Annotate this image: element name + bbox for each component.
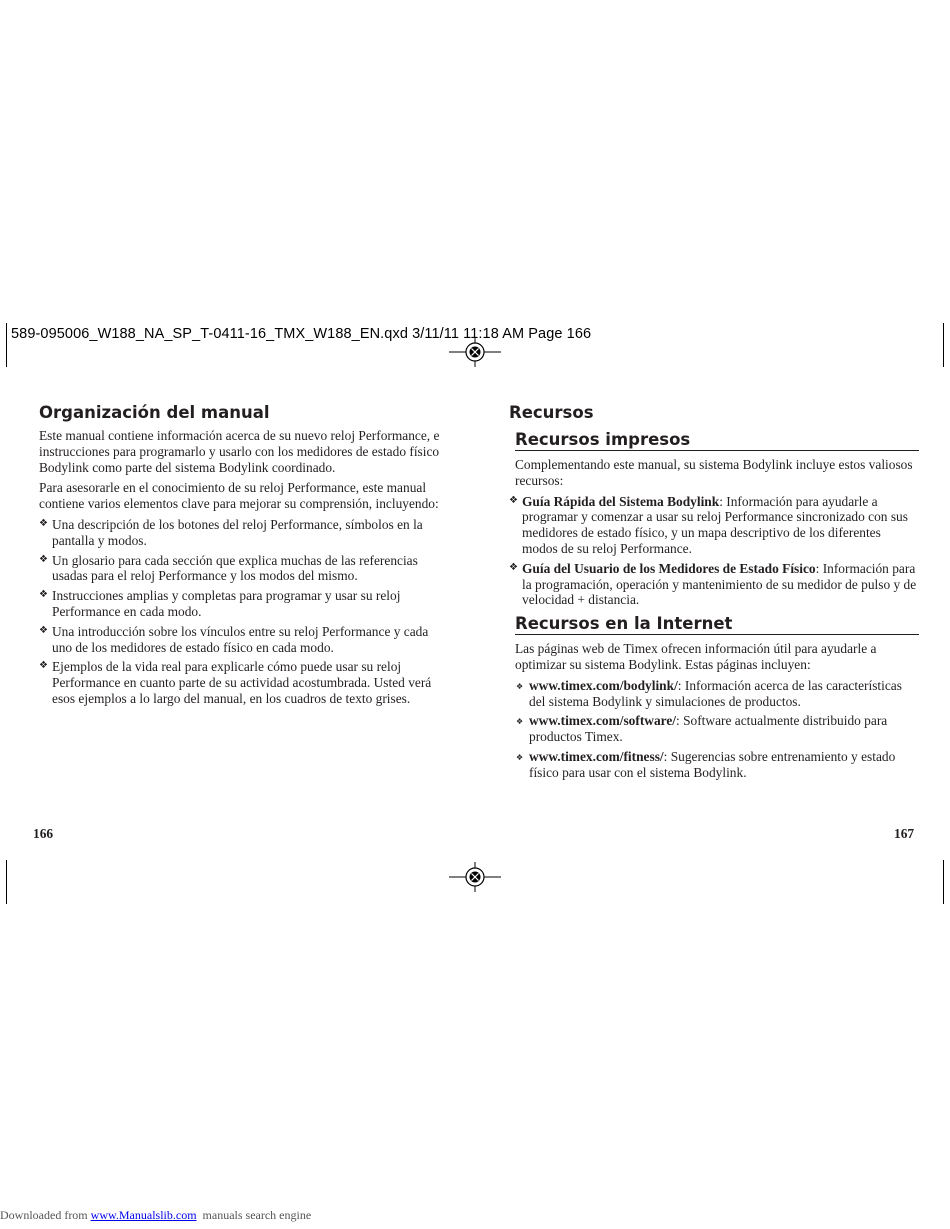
footer-suffix: manuals search engine <box>196 1208 312 1222</box>
registration-mark-bottom-icon <box>449 862 501 892</box>
diamond-bullet-icon: ❖ <box>509 494 518 506</box>
list-item-text: Instrucciones amplias y completas para programar y usar su reloj Performance en cada modo. <box>52 588 401 619</box>
resource-url: www.timex.com/fitness/ <box>529 748 664 764</box>
resource-description: : Software actualmente distribuido para productos Timex. <box>529 713 888 745</box>
print-slug: 589-095006_W188_NA_SP_T-0411-16_TMX_W188_EN.qxd 3/11/11 11:18 AM Page 166 <box>11 326 592 342</box>
internet-resources-list <box>515 678 919 781</box>
resource-description: : Sugerencias sobre entrenamiento y estado físico para usar con el sistema Bodylink. <box>529 748 896 780</box>
list-item <box>39 659 447 706</box>
list-item-text: Un glosario para cada sección que explica muchas de las referencias usadas para el reloj Performance y los modos del mismo. <box>52 552 418 584</box>
registration-mark-top-icon <box>449 337 501 367</box>
internet-intro: Las páginas web de Timex ofrecen información útil para ayudarle a optimizar su sistema Bodylink. Estas páginas incluyen: <box>515 641 877 672</box>
list-item <box>515 678 919 710</box>
diamond-bullet-icon: ❖ <box>39 517 48 529</box>
manualslib-link[interactable]: www.Manualslib.com <box>90 1208 197 1222</box>
list-item <box>509 561 919 608</box>
diamond-bullet-icon: ❖ <box>39 589 48 601</box>
resource-description: : Información para ayudarle a programar y comenzar a usar su reloj Performance sincronizado con sus medidores de estado físico, y un mapa descriptivo de los diferentes modos de su reloj Performance. <box>522 493 908 556</box>
list-item-text: Ejemplos de la vida real para explicarle cómo puede usar su reloj Performance en cuanto parte de su actividad acostumbrada. Usted verá esos ejemplos a lo largo del manual, en los cuadros de texto grises. <box>52 659 432 706</box>
list-item <box>515 713 919 745</box>
list-item <box>509 494 919 557</box>
diamond-bullet-icon: ❖ <box>39 624 48 636</box>
diamond-bullet-icon: ❖ <box>516 681 524 691</box>
resource-name: Guía Rápida del Sistema Bodylink <box>522 493 720 509</box>
download-footer <box>0 1208 311 1223</box>
resource-url: www.timex.com/bodylink/ <box>529 677 678 693</box>
printed-resources-section <box>509 430 919 608</box>
key-elements-list <box>39 517 447 707</box>
intro-paragraph: Este manual contiene información acerca de su nuevo reloj Performance, e instrucciones para programarlo y usarlo con los medidores de estado físico Bodylink como parte del sistema Bodylink coordinado. <box>39 428 440 475</box>
crop-mark-top-right <box>943 323 944 367</box>
crop-mark-bottom-left <box>6 860 7 904</box>
right-page <box>509 403 919 785</box>
printed-resources-list <box>509 494 919 609</box>
diamond-bullet-icon: ❖ <box>39 660 48 672</box>
internet-resources-section <box>515 614 919 780</box>
resource-description: : Información acerca de las características del sistema Bodylink y simulaciones de productos. <box>529 677 902 709</box>
printed-intro: Complementando este manual, su sistema Bodylink incluye estos valiosos recursos: <box>515 457 913 488</box>
subheading-recursos-impresos: Recursos impresos <box>515 430 919 451</box>
left-page <box>39 403 447 711</box>
page-number-right: 167 <box>894 826 915 841</box>
subheading-recursos-internet: Recursos en la Internet <box>515 614 919 635</box>
list-item <box>515 749 919 781</box>
diamond-bullet-icon: ❖ <box>516 752 524 762</box>
elements-paragraph: Para asesorarle en el conocimiento de su reloj Performance, este manual contiene varios elementos clave para mejorar su comprensión, incluyendo: <box>39 480 439 512</box>
resource-description: : Información para la programación, operación y mantenimiento de su medidor de pulso y de velocidad + distancia. <box>522 560 917 608</box>
list-item-text: Una descripción de los botones del reloj Performance, símbolos en la pantalla y modos. <box>52 516 423 548</box>
section-title-organizacion: Organización del manual <box>39 403 270 422</box>
section-title-recursos: Recursos <box>509 403 594 422</box>
list-item <box>39 553 447 585</box>
crop-mark-bottom-right <box>943 860 944 904</box>
resource-url: www.timex.com/software/ <box>529 713 677 729</box>
footer-prefix: Downloaded from <box>0 1208 91 1222</box>
list-item-text: Una introducción sobre los vínculos entre su reloj Performance y cada uno de los medidores de estado físico en cada modo. <box>52 623 429 655</box>
page-number-left: 166 <box>33 826 54 841</box>
crop-mark-top-left <box>6 323 7 367</box>
resource-name: Guía del Usuario de los Medidores de Estado Físico <box>522 560 816 576</box>
diamond-bullet-icon: ❖ <box>516 717 524 727</box>
list-item <box>39 517 447 549</box>
diamond-bullet-icon: ❖ <box>39 553 48 565</box>
diamond-bullet-icon: ❖ <box>509 561 518 573</box>
list-item <box>39 624 447 656</box>
list-item <box>39 588 447 620</box>
